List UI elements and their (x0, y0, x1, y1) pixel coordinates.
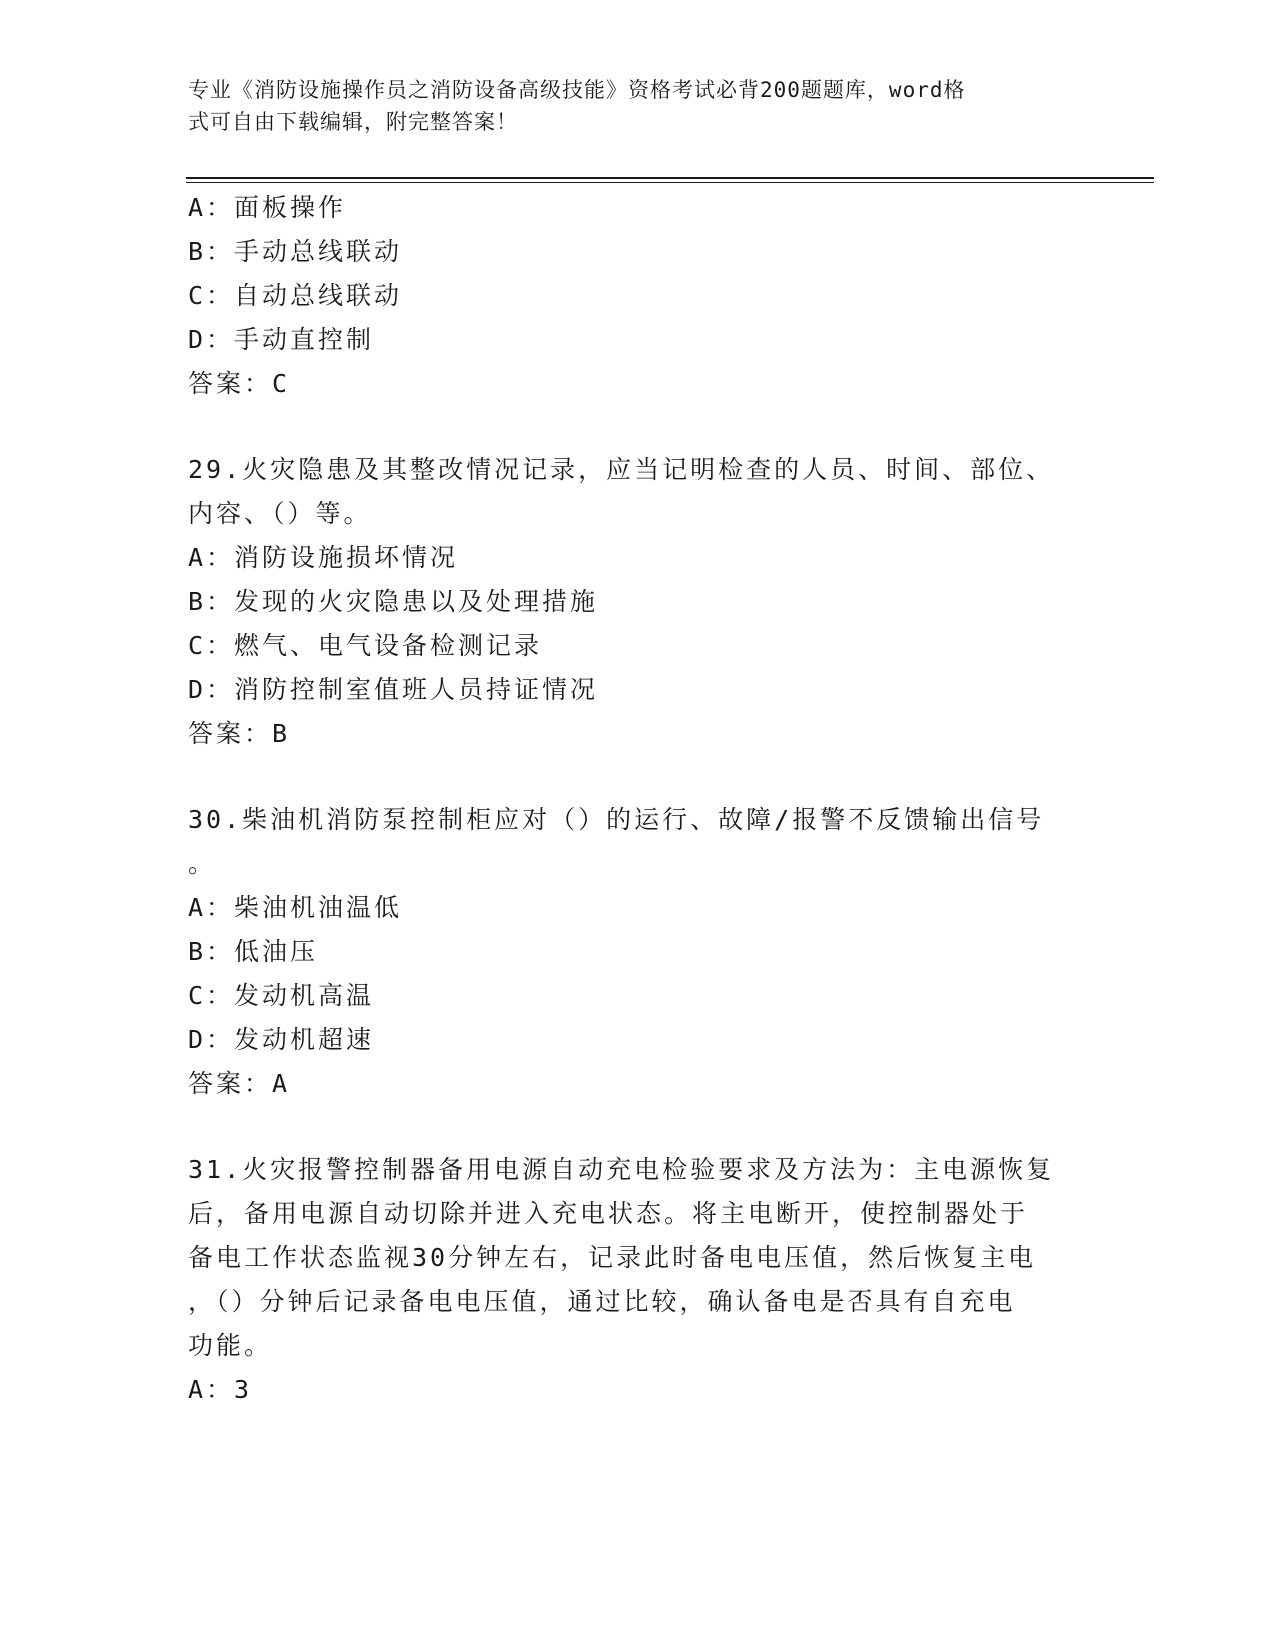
document-header (188, 74, 1068, 138)
header-divider-thin (186, 182, 1154, 183)
q31-question-line-4: ，（）分钟后记录备电电压值，通过比较，确认备电是否具有自充电 (188, 1287, 1016, 1316)
q31-question-line-1: 31.火灾报警控制器备用电源自动充电检验要求及方法为：主电源恢复 (188, 1155, 1055, 1184)
q29-option-d: D：消防控制室值班人员持证情况 (188, 675, 599, 704)
q28-option-a: A：面板操作 (188, 193, 347, 222)
q29-answer: 答案：B (188, 719, 291, 748)
q31-question-line-3: 备电工作状态监视30分钟左右，记录此时备电电压值，然后恢复主电 (188, 1243, 1037, 1272)
q29-question-line-2: 内容、（）等。 (188, 499, 372, 528)
q30-option-a: A：柴油机油温低 (188, 893, 403, 922)
q30-question-line-1: 30.柴油机消防泵控制柜应对（）的运行、故障/报警不反馈输出信号 (188, 805, 1045, 834)
q29-option-a: A：消防设施损坏情况 (188, 543, 459, 572)
q28-answer: 答案：C (188, 369, 291, 398)
header-line-2: 式可自由下载编辑，附完整答案！ (188, 110, 518, 134)
header-line-1: 专业《消防设施操作员之消防设备高级技能》资格考试必背200题题库，word格 (188, 78, 966, 102)
q28-option-d: D：手动直控制 (188, 325, 375, 354)
q31-question-line-2: 后，备用电源自动切除并进入充电状态。将主电断开，使控制器处于 (188, 1199, 1029, 1228)
q28-option-b: B：手动总线联动 (188, 237, 403, 266)
q30-answer: 答案：A (188, 1069, 291, 1098)
q28-option-c: C：自动总线联动 (188, 281, 403, 310)
q30-question-line-2: 。 (188, 849, 217, 878)
q29-option-b: B：发现的火灾隐患以及处理措施 (188, 587, 599, 616)
q31-option-a: A：3 (188, 1375, 253, 1404)
header-divider-thick (186, 177, 1154, 179)
q30-option-c: C：发动机高温 (188, 981, 375, 1010)
q29-option-c: C：燃气、电气设备检测记录 (188, 631, 543, 660)
q30-option-d: D：发动机超速 (188, 1025, 375, 1054)
q31-question-line-5: 功能。 (188, 1331, 273, 1360)
q29-question-line-1: 29.火灾隐患及其整改情况记录，应当记明检查的人员、时间、部位、 (188, 455, 1055, 484)
q30-option-b: B：低油压 (188, 937, 319, 966)
